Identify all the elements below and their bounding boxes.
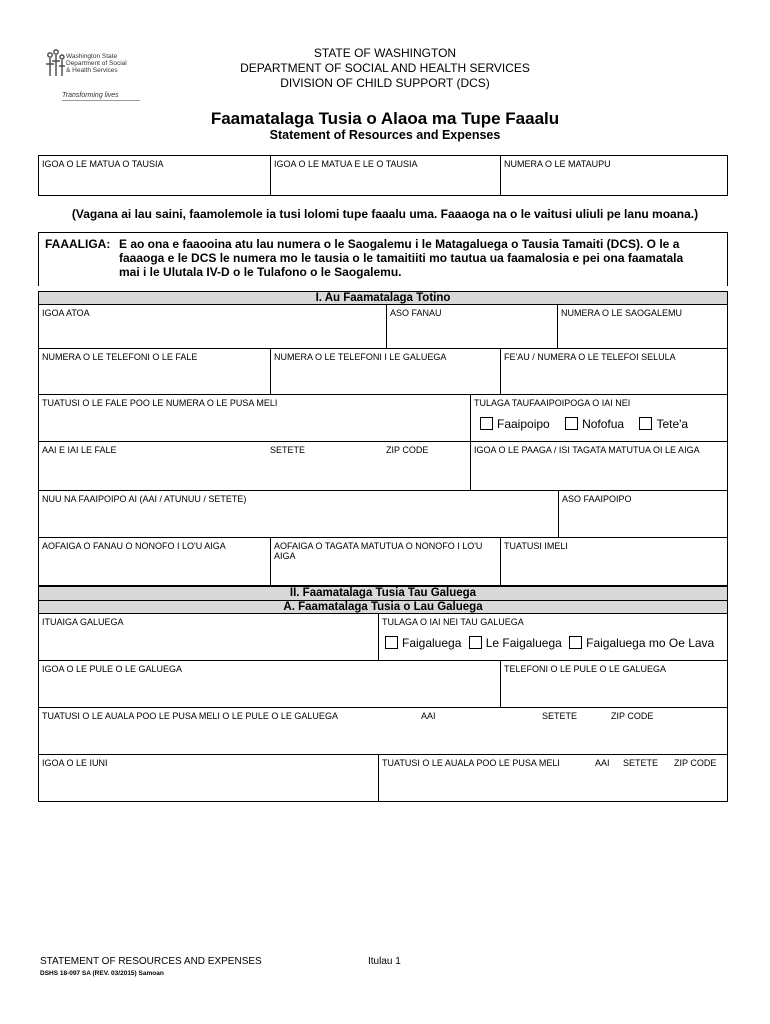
cell-phone-field[interactable] bbox=[500, 348, 728, 395]
employer-address-field[interactable] bbox=[38, 707, 728, 755]
single-label: Nofofua bbox=[582, 417, 625, 431]
unemployed-checkbox[interactable] bbox=[469, 636, 482, 649]
field-label: ASO FANAU bbox=[390, 308, 442, 318]
noncustodial-parent-field[interactable] bbox=[270, 155, 501, 196]
employer-name-field[interactable] bbox=[38, 660, 501, 708]
footer-form-title: STATEMENT OF RESOURCES AND EXPENSES bbox=[40, 956, 262, 967]
adults-count-field[interactable] bbox=[270, 537, 501, 586]
field-label: IGOA ATOA bbox=[42, 308, 90, 318]
single-checkbox[interactable] bbox=[565, 417, 578, 430]
field-label: TULAGA TAUFAAIPOIPOGA O IAI NEI bbox=[474, 398, 631, 408]
field-label: TUATUSI O LE AUALA POO LE PUSA MELI O LE PULE O LE GALUEGA bbox=[42, 711, 338, 721]
department-heading: DEPARTMENT OF SOCIAL AND HEALTH SERVICES bbox=[240, 61, 530, 75]
children-count-field[interactable] bbox=[38, 537, 271, 586]
field-label: NUMERA O LE TELEFONI I LE GALUEGA bbox=[274, 352, 447, 362]
form-subtitle: Statement of Resources and Expenses bbox=[269, 128, 501, 142]
work-phone-field[interactable] bbox=[270, 348, 501, 395]
custodial-parent-field[interactable] bbox=[38, 155, 271, 196]
city-state-zip-field[interactable] bbox=[38, 441, 471, 491]
employer-phone-field[interactable] bbox=[500, 660, 728, 708]
field-label: TULAGA O IAI NEI TAU GALUEGA bbox=[382, 617, 524, 627]
field-label: TUATUSI IMELI bbox=[504, 541, 568, 551]
unemployed-label: Le Faigaluega bbox=[485, 636, 562, 650]
case-number-field[interactable] bbox=[500, 155, 728, 196]
logo-rule bbox=[62, 100, 140, 101]
state-label: SETETE bbox=[623, 758, 659, 768]
field-label: NUU NA FAAIPOIPO AI (AAI / ATUNUU / SETETE) bbox=[42, 494, 247, 504]
field-label: AOFAIGA O TAGATA MATUTUA O NONOFO I LO'U AIGA bbox=[274, 541, 483, 561]
field-label: TUATUSI O LE FALE POO LE NUMERA O LE PUSA MELI bbox=[42, 398, 278, 408]
divorced-label: Tete'a bbox=[656, 417, 689, 431]
marital-status-field bbox=[470, 394, 728, 442]
field-label: IGOA O LE PAAGA / ISI TAGATA MATUTUA OI LE AIGA bbox=[474, 445, 700, 455]
section-2-heading: II. Faamatalaga Tusia Tau Galuega bbox=[38, 586, 728, 601]
field-label: AOFAIGA O FANAU O NONOFO I LO'U AIGA bbox=[42, 541, 226, 551]
division-heading: DIVISION OF CHILD SUPPORT (DCS) bbox=[280, 76, 490, 90]
city-label: AAI E IAI LE FALE bbox=[42, 445, 117, 455]
self-employed-checkbox[interactable] bbox=[569, 636, 582, 649]
form-title: Faamatalaga Tusia o Alaoa ma Tupe Faaalu bbox=[210, 109, 560, 128]
notice-box bbox=[38, 232, 728, 286]
union-name-field[interactable] bbox=[38, 754, 379, 802]
section-2a-heading: A. Faamatalaga Tusia o Lau Galuega bbox=[38, 600, 728, 614]
field-label: TUATUSI O LE AUALA POO LE PUSA MELI bbox=[382, 758, 560, 768]
job-status-field bbox=[378, 613, 728, 661]
zip-label: ZIP CODE bbox=[611, 711, 654, 721]
full-name-field[interactable] bbox=[38, 304, 387, 349]
field-label: ITUAIGA GALUEGA bbox=[42, 617, 124, 627]
city-label: AAI bbox=[421, 711, 436, 721]
married-checkbox[interactable] bbox=[480, 417, 493, 430]
job-type-field[interactable] bbox=[38, 613, 379, 661]
home-phone-field[interactable] bbox=[38, 348, 271, 395]
field-label: IGOA O LE MATUA E LE O TAUSIA bbox=[274, 159, 418, 169]
field-label: IGOA O LE MATUA O TAUSIA bbox=[42, 159, 164, 169]
field-label: ASO FAAIPOIPO bbox=[562, 494, 632, 504]
field-label: IGOA O LE PULE O LE GALUEGA bbox=[42, 664, 183, 674]
state-label: SETETE bbox=[542, 711, 578, 721]
city-label: AAI bbox=[595, 758, 610, 768]
state-label: SETETE bbox=[270, 445, 306, 455]
employed-label: Faigaluega bbox=[402, 636, 462, 650]
logo-line-2: Department of Social bbox=[66, 60, 127, 67]
married-label: Faaipoipo bbox=[497, 417, 550, 431]
birth-date-field[interactable] bbox=[386, 304, 558, 349]
notice-line: E ao ona e faaooina atu lau numera o le Saogalemu i le Matagaluega o Tausia Tamaiti (DCS). O le a bbox=[119, 237, 680, 251]
notice-label: FAAALIGA: bbox=[45, 237, 111, 251]
field-label: IGOA O LE IUNI bbox=[42, 758, 108, 768]
field-label: FE'AU / NUMERA O LE TELEFOI SELULA bbox=[504, 352, 676, 362]
logo-line-3: & Health Services bbox=[66, 67, 118, 74]
home-address-field[interactable] bbox=[38, 394, 471, 442]
field-label: NUMERA O LE SAOGALEMU bbox=[561, 308, 683, 318]
notice-line: faaaoga e le DCS le numera mo le tausia o le tamaitiiti mo tautua ua faamalosia e pei ona faamatala bbox=[119, 251, 684, 265]
zip-label: ZIP CODE bbox=[674, 758, 717, 768]
email-field[interactable] bbox=[500, 537, 728, 586]
notice-line: mai i le Ulutala IV-D o le Tulafono o le Saogalemu. bbox=[119, 265, 402, 279]
divorced-checkbox[interactable] bbox=[639, 417, 652, 430]
instruction-note: (Vagana ai lau saini, faamolemole ia tusi lolomi tupe faaalu uma. Faaaoga na o le vaitusi uliuli pe lanu moana.) bbox=[71, 207, 699, 221]
self-employed-label: Faigaluega mo Oe Lava bbox=[586, 636, 715, 650]
field-label: NUMERA O LE MATAUPU bbox=[504, 159, 611, 169]
state-heading: STATE OF WASHINGTON bbox=[313, 46, 457, 60]
field-label: TELEFONI O LE PULE O LE GALUEGA bbox=[504, 664, 667, 674]
marriage-place-field[interactable] bbox=[38, 490, 559, 538]
section-1-heading: I. Au Faamatalaga Totino bbox=[38, 291, 728, 305]
page-number: Itulau 1 bbox=[368, 956, 401, 967]
union-address-field[interactable] bbox=[378, 754, 728, 802]
household-names-field[interactable] bbox=[470, 441, 728, 491]
zip-label: ZIP CODE bbox=[386, 445, 429, 455]
marriage-date-field[interactable] bbox=[558, 490, 728, 538]
footer-form-number: DSHS 18-097 SA (REV. 03/2015) Samoan bbox=[40, 970, 164, 977]
employed-checkbox[interactable] bbox=[385, 636, 398, 649]
logo-line-1: Washington State bbox=[66, 53, 118, 60]
field-label: NUMERA O LE TELEFONI O LE FALE bbox=[42, 352, 198, 362]
logo-tagline: Transforming lives bbox=[62, 92, 119, 99]
ssn-field[interactable] bbox=[557, 304, 728, 349]
